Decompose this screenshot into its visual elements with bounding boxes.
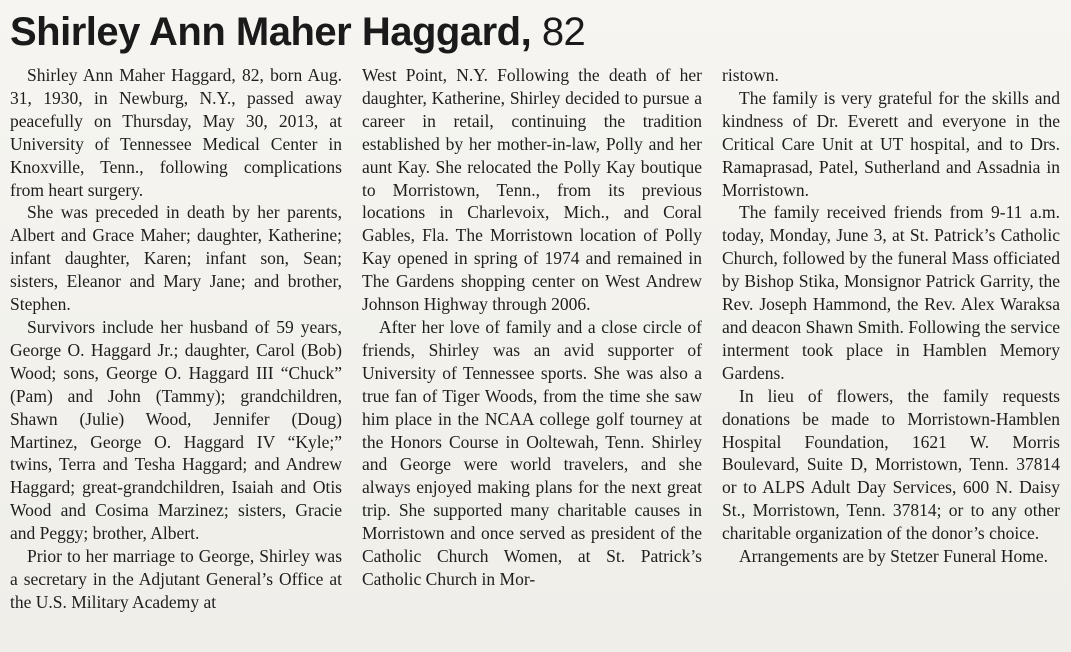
paragraph-survivors: Survivors include her husband of 59 years, George O. Haggard Jr.; daughter, Carol (Bob) Wood; sons, George O. Haggard III “Chuck” (Pam) and John (Tammy); grandchildren, Shawn (Julie) Wood, Jennifer (Doug) Martinez, George O. Haggard IV “Kyle;” twins, Terra and Tesha Haggard; and Andrew Haggard; great-grandchildren, Isaiah and Otis Wood and Cosima Marzinez; sisters, Gracie and Peggy; brother, Albert.	[10, 316, 342, 544]
obituary-headline	[10, 8, 585, 56]
paragraph-preceded-in-death: She was preceded in death by her parents, Albert and Grace Maher; daughter, Katherine; infant daughter, Karen; infant son, Sean; sisters, Eleanor and Mary Jane; and brother, Stephen.	[10, 202, 342, 315]
text-column-3	[722, 64, 1060, 568]
paragraph-career-continued: West Point, N.Y. Following the death of her daughter, Katherine, Shirley decided to pursue a career in retail, continuing the tradition established by her mother-in-law, Polly and her aunt Kay. She relocated the Polly Kay boutique to Morristown, Tenn., from its previous locations in Charlevoix, Mich., and Coral Gables, Fla. The Morristown location of Polly Kay opened in spring of 1974 and remained in The Gardens shopping center on West Andrew Johnson Highway through 2006.	[362, 65, 702, 315]
text-column-2	[362, 64, 702, 591]
paragraph-donations: In lieu of flowers, the family requests donations be made to Morristown-Hamblen Hospital Foundation, 1621 W. Morris Boulevard, Suite D, Morristown, Tenn. 37814 or to ALPS Adult Day Services, 600 N. Daisy St., Morristown, Tenn. 37814; or to any other charitable organization of the donor’s choice.	[722, 385, 1060, 544]
headline-name: Shirley Ann Maher Haggard,	[10, 10, 532, 54]
headline-age: 82	[541, 10, 586, 54]
text-column-1	[10, 64, 342, 614]
paragraph-birth-and-death: Shirley Ann Maher Haggard, 82, born Aug. 31, 1930, in Newburg, N.Y., passed away peacefully on Thursday, May 30, 2013, at University of Tennessee Medical Center in Knoxville, Tenn., following complications from heart surgery.	[10, 65, 342, 200]
paragraph-arrangements: Arrangements are by Stetzer Funeral Home.	[739, 546, 1049, 567]
paragraph-interests-end: ristown.	[722, 65, 779, 85]
paragraph-career-start: Prior to her marriage to George, Shirley was a secretary in the Adjutant General’s Office at the U.S. Military Academy at	[10, 546, 342, 612]
paragraph-gratitude: The family is very grateful for the skills and kindness of Dr. Everett and everyone in the Critical Care Unit at UT hospital, and to Drs. Ramaprasad, Patel, Sutherland and Assadnia in Morristown.	[722, 87, 1060, 200]
paragraph-interests: After her love of family and a close circle of friends, Shirley was an avid supporter of University of Tennessee sports. She was also a true fan of Tiger Woods, from the time she saw him place in the NCAA college golf tourney at the Honors Course in Ooltewah, Tenn. Shirley and George were world travelers, and she always enjoyed making plans for the next great trip. She supported many charitable causes in Morristown and once served as president of the Catholic Church Women, at St. Patrick’s Catholic Church in Mor-	[362, 316, 702, 589]
paragraph-services: The family received friends from 9-11 a.m. today, Monday, June 3, at St. Patrick’s Catholic Church, followed by the funeral Mass officiated by Bishop Stika, Monsignor Patrick Garrity, the Rev. Joseph Hammond, the Rev. Alex Waraksa and deacon Shawn Smith. Following the service interment took place in Hamblen Memory Gardens.	[722, 202, 1060, 383]
